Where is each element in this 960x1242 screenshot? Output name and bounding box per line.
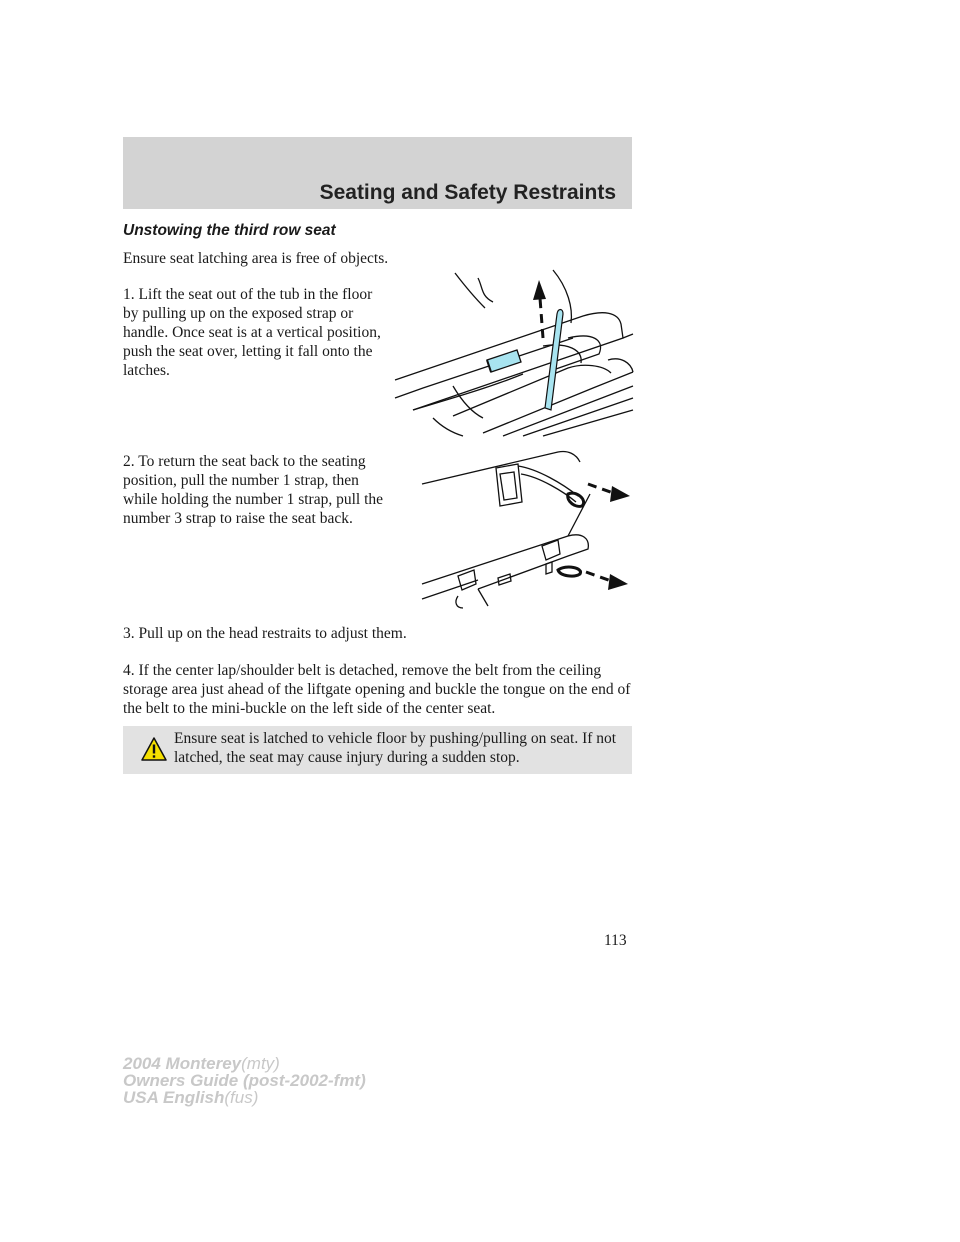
footer [123, 1055, 366, 1106]
step-1-paragraph: 1. Lift the seat out of the tub in the floor by pulling up on the exposed strap or handle. Once seat is at a vertical position, push the seat over, letting it fall onto the latches. [123, 286, 381, 379]
page-title: Seating and Safety Restraints [319, 181, 616, 204]
step-4-paragraph: 4. If the center lap/shoulder belt is detached, remove the belt from the ceiling storage area just ahead of the liftgate opening and buckle the tongue on the end of the belt to the mini-buckle on the left side of the center seat. [123, 662, 631, 717]
warning-text: Ensure seat is latched to vehicle floor by pushing/pulling on seat. If not latched, the seat may cause injury during a sudden stop. [174, 730, 617, 766]
footer-line-3: USA English(fus) [123, 1088, 259, 1107]
section-heading: Unstowing the third row seat [123, 222, 336, 239]
intro-paragraph: Ensure seat latching area is free of objects. [123, 250, 389, 267]
page-number: 113 [604, 932, 627, 949]
header-band [123, 137, 632, 209]
step-2-paragraph: 2. To return the seat back to the seating position, pull the number 1 strap, then while holding the number 1 strap, pull the number 3 strap to raise the seat back. [123, 453, 384, 527]
step-3-paragraph: 3. Pull up on the head restraits to adjust them. [123, 625, 407, 642]
warning-triangle-icon [141, 737, 167, 761]
warning-box [123, 726, 632, 774]
seat-lift-illustration [393, 268, 638, 438]
seat-return-illustration [418, 444, 633, 614]
footer-line-2: Owners Guide (post-2002-fmt) [123, 1071, 366, 1090]
footer-line-1: 2004 Monterey(mty) [123, 1054, 280, 1073]
